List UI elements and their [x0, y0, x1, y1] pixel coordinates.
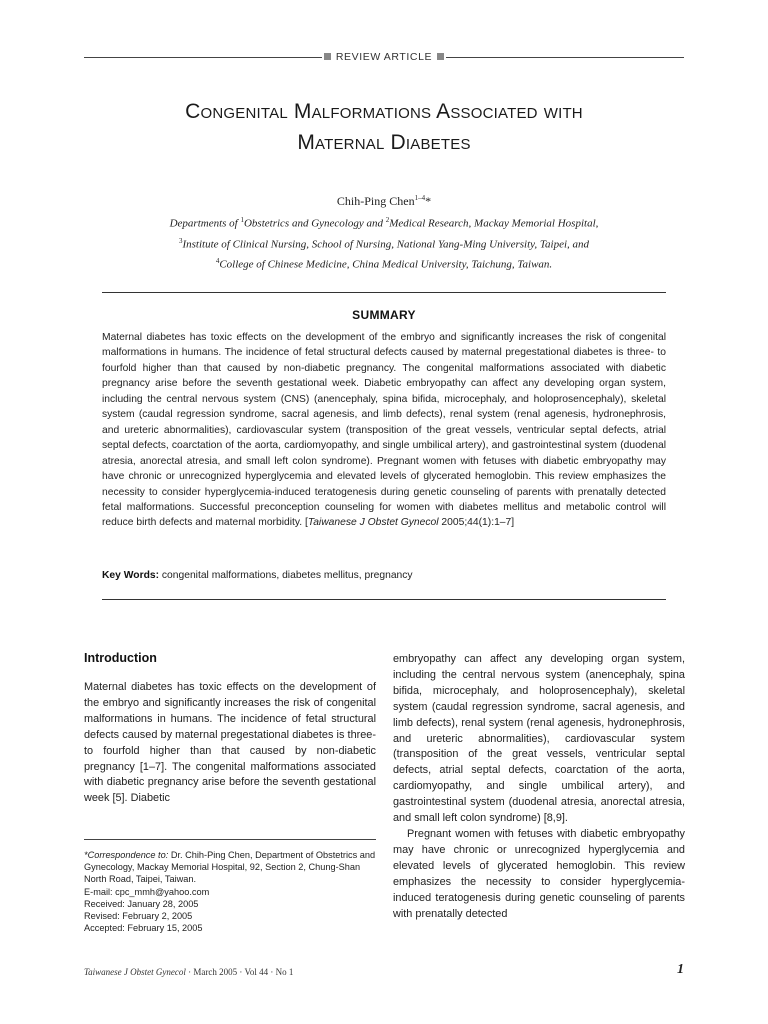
title-line-1: Congenital Malformations Associated with — [185, 100, 583, 123]
footer-issue: · March 2005 · Vol 44 · No 1 — [185, 967, 294, 977]
page-number: 1 — [677, 962, 684, 977]
affiliation-text-3: Institute of Clinical Nursing, School of Nursing, National Yang-Ming University, Taipei, and — [182, 238, 590, 251]
correspondence-footnote — [84, 849, 376, 934]
header-square-right — [437, 53, 444, 60]
accepted-date: Accepted: February 15, 2005 — [84, 923, 203, 934]
keywords — [102, 568, 666, 583]
article-type-header — [84, 50, 684, 64]
received-date: Received: January 28, 2005 — [84, 898, 199, 909]
article-title — [84, 96, 684, 158]
affiliation-line-1 — [120, 212, 648, 233]
footnote-rule — [84, 839, 376, 840]
summary-top-rule — [102, 292, 666, 293]
affiliation-sup-2: 2 — [385, 216, 390, 224]
revised-date: Revised: February 2, 2005 — [84, 911, 193, 922]
affiliation-sup-4: 4 — [215, 257, 220, 266]
summary-citation-details: 2005;44(1):1–7] — [438, 517, 515, 529]
affiliation-text-4: College of Chinese Medicine, China Medical University, Taichung, Taiwan. — [219, 258, 553, 271]
intro-paragraph-2: Pregnant women with fetuses with diabetic embryopathy may have chronic or unrecognized hyperglycemia and elevated levels of glycerated hemoglobin. This review emphasizes the necessity to consider hyperglycemia-induced teratogenesis during genetic counseling of parents with prenatally detected — [393, 827, 685, 920]
affiliations — [120, 212, 648, 274]
summary-citation-journal: Taiwanese J Obstet Gynecol — [307, 517, 439, 529]
author-correspondence-mark: * — [425, 194, 432, 208]
article-type-label: REVIEW ARTICLE — [335, 51, 433, 63]
author-line — [84, 194, 684, 209]
affiliation-text-2: Medical Research, Mackay Memorial Hospital, — [389, 217, 599, 230]
summary-heading: SUMMARY — [352, 308, 416, 322]
title-line-2: Maternal Diabetes — [297, 131, 471, 154]
affiliation-text-1: Obstetrics and Gynecology and — [243, 217, 386, 230]
affiliation-sup-3: 3 — [178, 236, 183, 245]
correspondence-label: *Correspondence to: — [84, 850, 169, 860]
correspondence-address — [84, 849, 376, 886]
author-name: Chih-Ping Chen — [336, 194, 415, 208]
keywords-label: Key Words: — [102, 570, 160, 581]
footer-journal-name: Taiwanese J Obstet Gynecol — [84, 967, 186, 977]
author-affiliation-sup: 1–4 — [414, 194, 426, 202]
affiliation-sup-1: 1 — [240, 216, 244, 224]
summary-bottom-rule — [102, 599, 666, 600]
summary-abstract — [102, 330, 666, 531]
affiliation-prefix: Departments of — [169, 217, 241, 230]
header-rule-right — [446, 57, 684, 58]
correspondence-text: Dr. Chih-Ping Chen, Department of Obstetrics and Gynecology, Mackay Memorial Hospital, 92, Section 2, Chung-Shan North Road, Taipei, Taiwan. — [84, 850, 376, 885]
intro-paragraph-1: Maternal diabetes has toxic effects on the development of the embryo and significantly increases the risk of congenital malformations in humans. The incidence of fetal structural defects caused by maternal pregestational diabetes is three- to fourfold higher than that caused by non-diabetic pregnancy [1–7]. The congenital malformations associated with diabetic pregnancy arise before the seventh gestational week [5]. Diabetic — [84, 681, 376, 805]
affiliation-line-2 — [120, 233, 648, 254]
affiliation-line-3 — [120, 253, 648, 274]
left-column — [84, 680, 376, 807]
summary-body: Maternal diabetes has toxic effects on the development of the embryo and significantly increases the risk of congenital malformations in humans. The incidence of fetal structural defects caused by maternal pregestational diabetes is three- to fourfold higher than that caused by non-diabetic pregnancy. The congenital malformations associated with diabetic pregnancy arise before the seventh gestational week. Diabetic embryopathy can affect any developing organ system, including the central nervous system (CNS) (anencephaly, spina bifida, microcephaly, and holoprosencephaly), skeletal system (caudal regression syndrome, sacral agenesis, and limb defects), renal system (renal agenesis, hydronephrosis, and ureteric abnormalities), cardiovascular system (transposition of the great vessels, ventricular septal defects, atrial septal defects, coarctation of the aorta, cardiomyopathy, and single umbilical artery), and gastrointestinal system (duodenal atresia, anorectal atresia, and small left colon syndrome). Pregnant women with fetuses with diabetic embryopathy may have chronic or unrecognized hyperglycemia and elevated levels of glycerated hemoglobin. This review emphasizes the necessity to consider hyperglycemia-induced teratogenesis during genetic counseling of parents with prenatally detected fetal malformations. Successful preconception counseling for women with diabetes mellitus and metabolic control will reduce birth defects and maternal morbidity. [ — [102, 332, 666, 529]
right-column — [393, 652, 685, 922]
footer-journal-info — [84, 967, 293, 977]
correspondence-email: E-mail: cpc_mmh@yahoo.com — [84, 886, 210, 897]
keywords-text: congenital malformations, diabetes mellitus, pregnancy — [159, 570, 413, 581]
introduction-heading: Introduction — [84, 651, 157, 665]
intro-paragraph-1-continued: embryopathy can affect any developing organ system, including the central nervous system (anencephaly, spina bifida, microcephaly, and holoprosencephaly), skeletal system (caudal regression syndrome, sacral agenesis, and limb defects), renal system (renal agenesis, hydronephrosis, and ureteric abnormalities), cardiovascular system (transposition of the great vessels, ventricular septal defects, atrial septal defects, coarctation of the aorta, cardiomyopathy, and single umbilical artery), and gastrointestinal system (duodenal atresia, anorectal atresia, and small left colon syndrome) [8,9]. — [393, 653, 685, 825]
